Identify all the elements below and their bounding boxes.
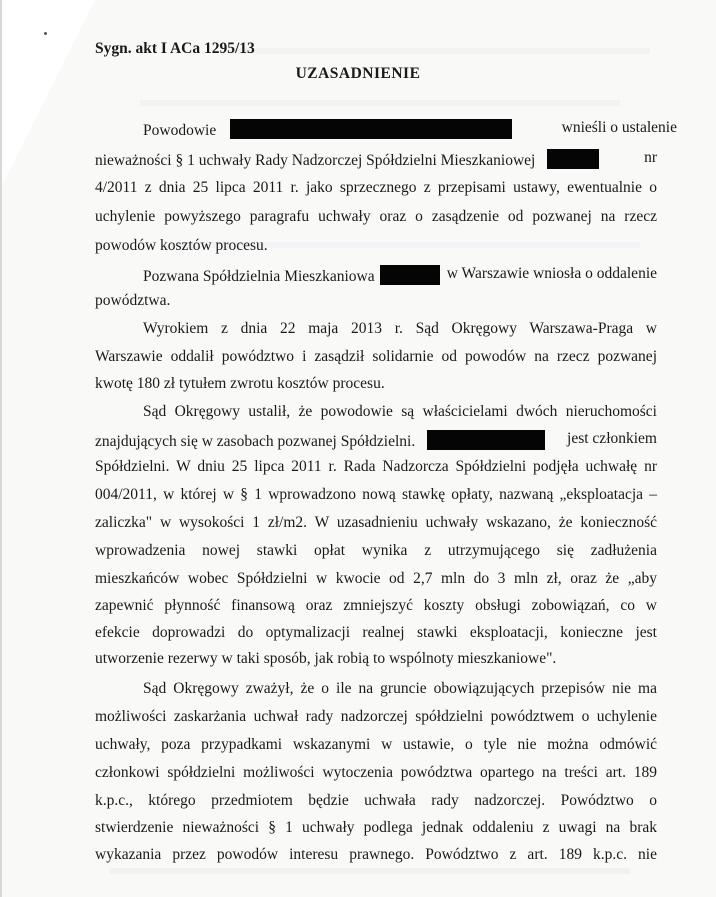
paragraph-line: k.p.c., którego przedmiotem będzie uchwała rady nadzorczej. Powództwo o (95, 792, 657, 809)
paragraph-line: Warszawie oddalił powództwo i zasądził solidarnie od powodów na rzecz pozwanej (95, 348, 657, 365)
paragraph-line: efekcie doprowadzi do optymalizacji realnej stawki eksploatacji, konieczne jest (95, 624, 657, 641)
redaction-bar (427, 430, 545, 450)
show-through (230, 48, 650, 54)
paragraph-line (143, 265, 657, 286)
text-span: wnieśli o ustalenie (561, 119, 677, 136)
text-span: nr (644, 149, 657, 166)
paragraph-line (143, 119, 677, 140)
paragraph-line: wykazania przez powodów interesu prawnego. Powództwo z art. 189 k.p.c. nie (95, 846, 657, 863)
paragraph-line: mieszkańców wobec Spółdzielni w kwocie od 2,7 mln do 3 mln zł, oraz że „aby (95, 570, 657, 587)
folded-corner (0, 0, 95, 190)
paragraph-line: 004/2011, w której w § 1 wprowadzono nową stawkę opłaty, nazwaną „eksploatacja – (95, 486, 657, 503)
text-span: nieważności § 1 uchwały Rady Nadzorczej Spółdzielni Mieszkaniowej (95, 152, 536, 169)
paragraph-line: powództwa. (95, 292, 171, 309)
paragraph-line: kwotę 180 zł tytułem zwrotu kosztów procesu. (95, 375, 385, 392)
paragraph-line: zaliczka" w wysokości 1 zł/m2. W uzasadnieniu uchwały wskazano, że konieczność (95, 514, 657, 531)
paragraph-line: Wyrokiem z dnia 22 maja 2013 r. Sąd Okręgowy Warszawa-Praga w (143, 320, 657, 337)
paragraph-line (95, 430, 657, 451)
text-span: Pozwana Spółdzielnia Mieszkaniowa (143, 268, 375, 285)
paragraph-line: Sąd Okręgowy zważył, że o ile na gruncie obowiązujących przepisów nie ma (143, 680, 657, 697)
paragraph-line: utworzenie rezerwy w taki sposób, jak robią to wspólnoty mieszkaniowe". (95, 650, 557, 667)
redaction-bar (547, 149, 599, 169)
text-span: Powodowie (143, 122, 217, 139)
text-span: jest członkiem (567, 430, 657, 447)
paragraph-line: Sąd Okręgowy ustalił, że powodowie są właścicielami dwóch nieruchomości (143, 403, 657, 420)
paragraph-line: wprowadzenia nowej stawki opłat wynika z utrzymującego się zadłużenia (95, 542, 657, 559)
paragraph-line: powodów kosztów procesu. (95, 237, 268, 254)
text-span: znajdujących się w zasobach pozwanej Spółdzielni. (95, 433, 416, 450)
page-edge (0, 0, 2, 897)
redaction-bar (380, 265, 440, 285)
paragraph-line: możliwości zaskarżania uchwał rady nadzorczej spółdzielni powództwem o uchylenie (95, 708, 657, 725)
paragraph-line: uchwały, poza przypadkami wskazanymi w ustawie, o tyle nie można odmówić (95, 736, 657, 753)
paragraph-line: uchylenie powyższego paragrafu uchwały oraz o zasądzenie od pozwanej na rzecz (95, 208, 657, 225)
redaction-bar (230, 119, 512, 139)
case-signature: Sygn. akt I ACa 1295/13 (95, 40, 255, 57)
paragraph-line (95, 149, 657, 170)
show-through (110, 868, 630, 874)
paragraph-line: zapewnić płynność finansową oraz zmniejszyć koszty obsługi zobowiązań, co w (95, 597, 657, 614)
speck (44, 32, 47, 35)
paragraph-line: Spółdzielni. W dniu 25 lipca 2011 r. Rada Nadzorcza Spółdzielni podjęła uchwałę nr (95, 458, 657, 475)
show-through (140, 100, 620, 106)
paragraph-line: członkowi spółdzielni możliwości wytoczenia powództwa opartego na treści art. 189 (95, 764, 657, 781)
paragraph-line: 4/2011 z dnia 25 lipca 2011 r. jako sprzecznego z przepisami ustawy, ewentualnie o (95, 179, 657, 196)
document-title: UZASADNIENIE (295, 65, 421, 82)
text-span: w Warszawie wniosła o oddalenie (446, 265, 657, 282)
paragraph-line: stwierdzenie nieważności § 1 uchwały podlega jednak oddaleniu z uwagi na brak (95, 819, 657, 836)
